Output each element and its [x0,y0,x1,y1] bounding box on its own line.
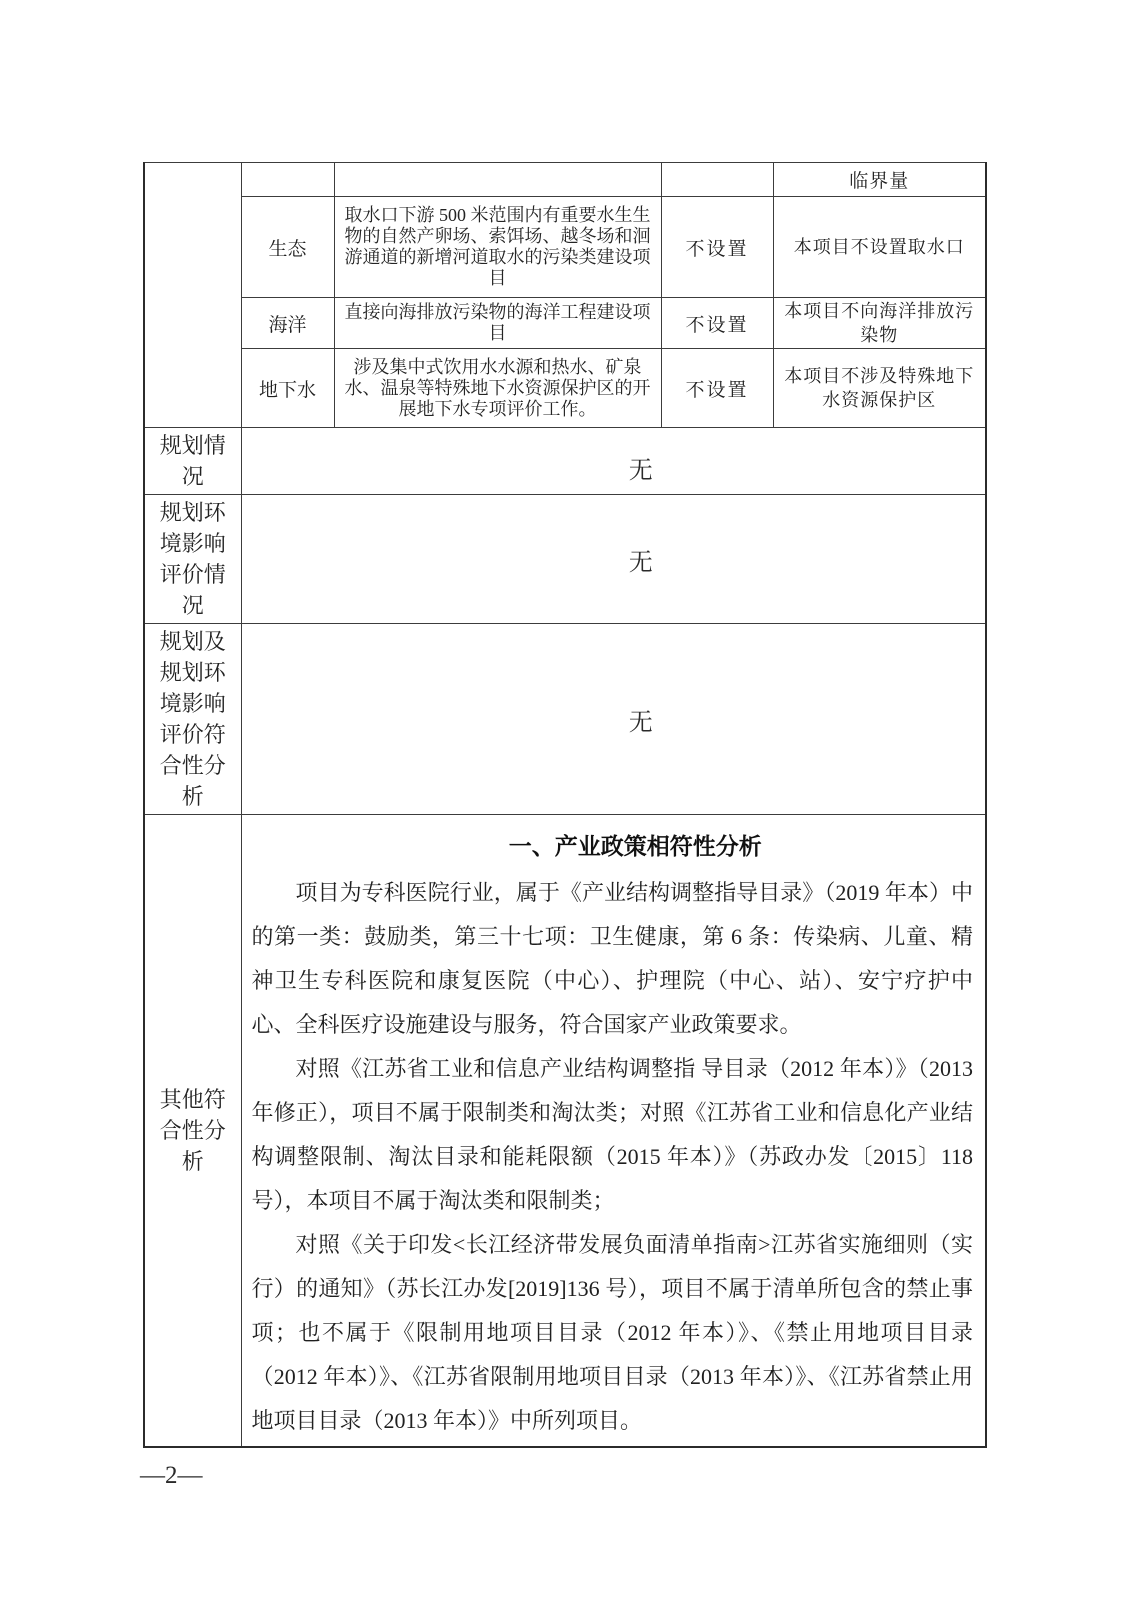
section-content: 无 [241,624,986,815]
table-row-partial [144,163,986,197]
analysis-paragraph: 对照《江苏省工业和信息产业结构调整指 导目录（2012 年本）》（2013 年修正），项目不属于限制类和淘汰类；对照《江苏省工业和信息化产业结构调整限制、淘汰目录和能耗限额（2015 年本）》（苏政办发〔2015〕118 号），本项目不属于淘汰类和限制类； [251,1055,973,1213]
critical-quantity-header: 临界量 [773,163,986,197]
section-label: 规划环境影响评价情况 [144,495,241,624]
conclusion-cell: 本项目不涉及特殊地下水资源保护区 [773,349,986,428]
category-cell: 生态 [241,197,334,298]
section-row-planning-eia [144,495,986,624]
section-row-other-compliance [144,815,986,1447]
setting-cell: 不设置 [661,197,773,298]
other-compliance-content [241,815,986,1447]
analysis-paragraph: 对照《关于印发<长江经济带发展负面清单指南>江苏省实施细则（实行）的通知》（苏长江办发[2019]136 号），项目不属于清单所包含的禁止事项；也不属于《限制用地项目目录（2012 年本）》、《禁止用地项目目录（2012 年本）》、《江苏省限制用地项目目录（2013 年本）》、《江苏省禁止用地项目目录（2013 年本）》中所列项目。 [251,1231,973,1433]
conclusion-cell: 本项目不设置取水口 [773,197,986,298]
category-cell: 地下水 [241,349,334,428]
empty-setting-cell [661,163,773,197]
section-label: 其他符合性分析 [144,815,241,1447]
criteria-cell: 取水口下游 500 米范围内有重要水生生物的自然产卵场、索饵场、越冬场和洄游通道的新增河道取水的污染类建设项目 [334,197,661,298]
empty-criteria-cell [334,163,661,197]
analysis-paragraph: 项目为专科医院行业，属于《产业结构调整指导目录》（2019 年本）中的第一类：鼓励类，第三十七项：卫生健康，第 6 条：传染病、儿童、精神卫生专科医院和康复医院（中心）、护理院（中心、站）、安宁疗护中心、全科医疗设施建设与服务，符合国家产业政策要求。 [251,879,973,1037]
criteria-cell: 直接向海排放污染物的海洋工程建设项目 [334,298,661,349]
section-row-planning-compliance [144,624,986,815]
section-content: 无 [241,495,986,624]
table-row-ocean [144,298,986,349]
section-row-planning [144,428,986,495]
category-cell: 海洋 [241,298,334,349]
screening-compliance-table [143,162,987,1448]
section-label: 规划及规划环境影响评价符合性分析 [144,624,241,815]
criteria-cell: 涉及集中式饮用水水源和热水、矿泉水、温泉等特殊地下水资源保护区的开展地下水专项评价工作。 [334,349,661,428]
setting-cell: 不设置 [661,349,773,428]
setting-cell: 不设置 [661,298,773,349]
empty-category-cell [241,163,334,197]
page-number: —2— [140,1462,203,1489]
table-row-groundwater [144,349,986,428]
table-row-ecology [144,197,986,298]
section-content: 无 [241,428,986,495]
conclusion-cell: 本项目不向海洋排放污染物 [773,298,986,349]
section-label: 规划情况 [144,428,241,495]
industry-policy-heading: 一、产业政策相符性分析 [508,833,762,859]
screening-section-label-empty [144,163,241,428]
